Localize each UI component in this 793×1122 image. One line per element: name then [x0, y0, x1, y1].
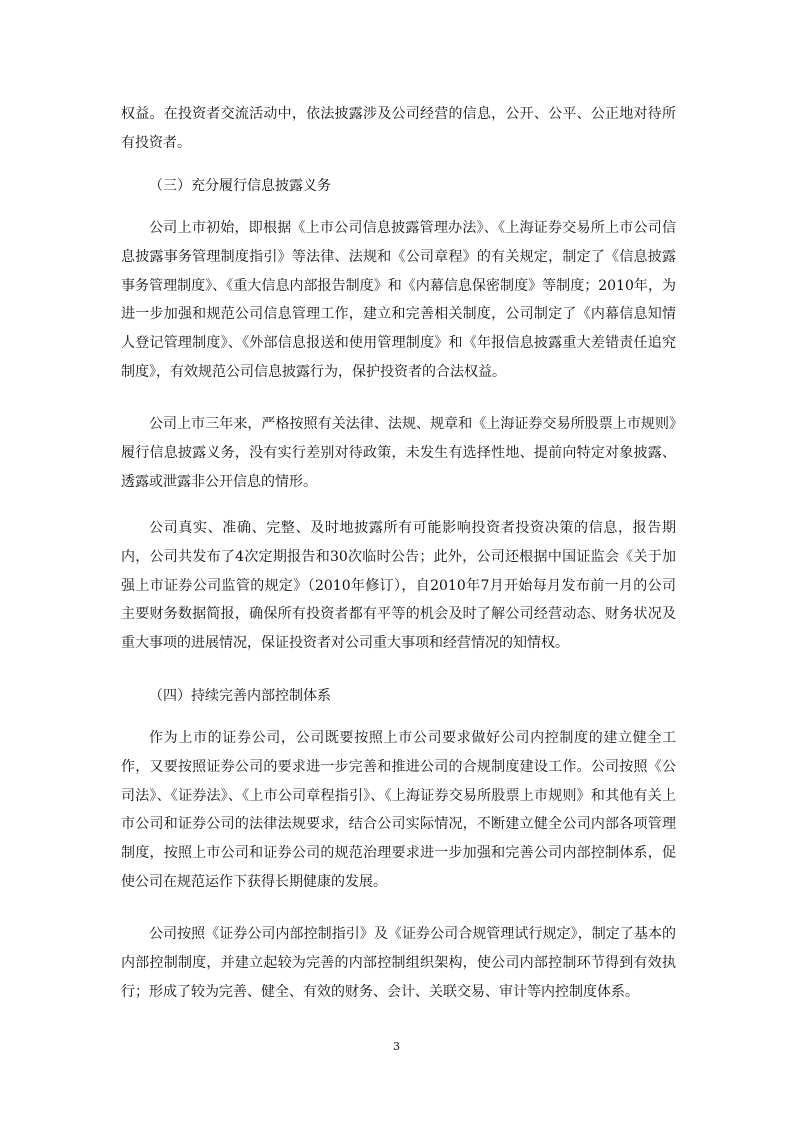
paragraph-disclosure-rules: 公司上市初始，即根据《上市公司信息披露管理办法》、《上海证券交易所上市公司信息披露事务管理制度指引》等法律、法规和《公司章程》的有关规定，制定了《信息披露事务管理制度》、《重大信息内部报告制度》和《内幕信息保密制度》等制度；2010年，为进一步加强和规范公司信息管理工作，建立和完善相关制度，公司制定了《内幕信息知情人登记管理制度》、《外部信息报送和使用管理制度》和《年报信息披露重大差错责任追究制度》，有效规范公司信息披露行为，保护投资者的合法权益。 [121, 220, 676, 380]
heading-internal-control: （四）持续完善内部控制体系 [149, 688, 331, 704]
page-number: 3 [393, 1040, 400, 1053]
heading-information-disclosure: （三）充分履行信息披露义务 [149, 178, 331, 194]
paragraph-investor-rights: 权益。在投资者交流活动中，依法披露涉及公司经营的信息，公开、公平、公正地对待所有投资者。 [121, 106, 676, 151]
paragraph-control-guidelines: 公司按照《证券公司内部控制指引》及《证券公司合规管理试行规定》，制定了基本的内部控制制度，并建立起较为完善的内部控制组织架构，使公司内部控制环节得到有效执行；形成了较为完善、健全、有效的财务、会计、关联交易、审计等内控制度体系。 [121, 926, 676, 1000]
paragraph-internal-control-system: 作为上市的证券公司，公司既要按照上市公司要求做好公司内控制度的建立健全工作，又要按照证券公司的要求进一步完善和推进公司的合规制度建设工作。公司按照《公司法》、《证券法》、《上市公司章程指引》、《上海证券交易所股票上市规则》和其他有关上市公司和证券公司的法律法规要求，结合公司实际情况，不断建立健全公司内部各项管理制度，按照上市公司和证券公司的规范治理要求进一步加强和完善公司内部控制体系，促使公司在规范运作下获得长期健康的发展。 [121, 730, 676, 890]
paragraph-timely-disclosure: 公司真实、准确、完整、及时地披露所有可能影响投资者投资决策的信息，报告期内，公司共发布了4次定期报告和30次临时公告；此外，公司还根据中国证监会《关于加强上市证券公司监管的规定》（2010年修订），自2010年7月开始每月发布前一月的公司主要财务数据简报，确保所有投资者都有平等的机会及时了解公司经营动态、财务状况及重大事项的进展情况，保证投资者对公司重大事项和经营情况的知情权。 [121, 520, 676, 652]
paragraph-three-years: 公司上市三年来，严格按照有关法律、法规、规章和《上海证券交易所股票上市规则》履行信息披露义务，没有实行差别对待政策，未发生有选择性地、提前向特定对象披露、透露或泄露非公开信息的情形。 [121, 416, 676, 490]
